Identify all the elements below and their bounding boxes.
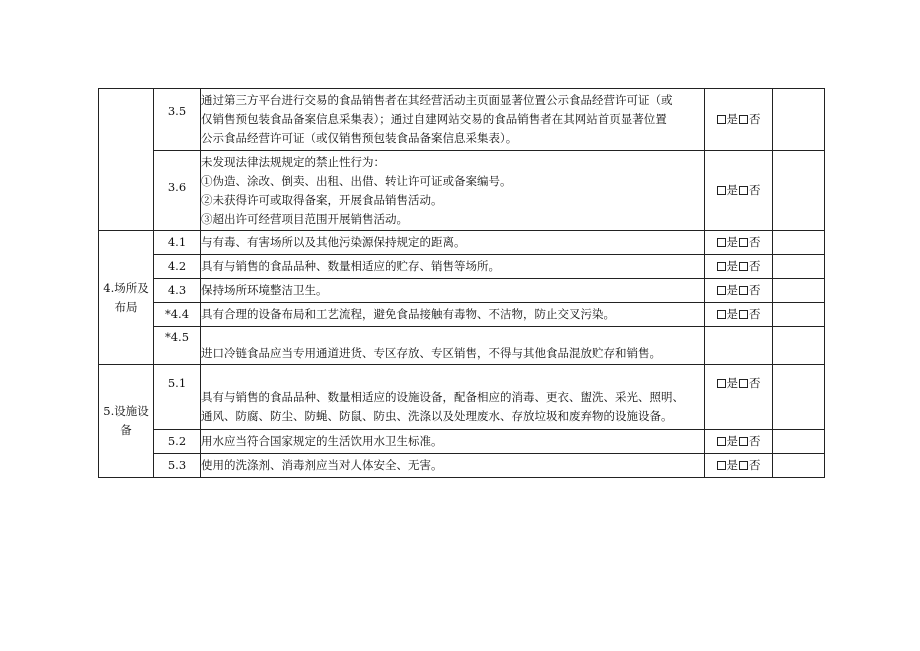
- item-number: 5.2: [154, 430, 201, 454]
- item-requirement: 通过第三方平台进行交易的食品销售者在其经营活动主页面显著位置公示食品经营许可证（或 仅销售预包装食品备案信息采集表）；通过自建网站交易的食品销售者在其网站首页显著位置 公示食品经营许可证（或仅销售预包装食品备案信息采集表）。: [201, 89, 705, 151]
- item-requirement: 具有与销售的食品品种、数量相适应的贮存、销售等场所。: [201, 255, 705, 279]
- checkbox-yes[interactable]: [717, 437, 726, 446]
- table-row-5-2: [99, 430, 825, 454]
- checkbox-no[interactable]: [739, 238, 748, 247]
- remarks-cell: [773, 454, 825, 478]
- remarks-cell: [773, 279, 825, 303]
- checkbox-no[interactable]: [739, 437, 748, 446]
- checkbox-yes[interactable]: [717, 310, 726, 319]
- checkbox-no[interactable]: [739, 461, 748, 470]
- inspection-checklist-table: [98, 88, 825, 478]
- table-row-3-6: [99, 151, 825, 231]
- yes-no-checkbox-group[interactable]: 是 否: [705, 365, 773, 430]
- remarks-cell: [773, 89, 825, 151]
- table-row-4-2: [99, 255, 825, 279]
- yes-no-checkbox-group[interactable]: 是 否: [705, 151, 773, 231]
- item-requirement: 进口冷链食品应当专用通道进货、专区存放、专区销售，不得与其他食品混放贮存和销售。: [201, 327, 705, 365]
- item-requirement: 用水应当符合国家规定的生活饮用水卫生标准。: [201, 430, 705, 454]
- table-row-3-5: [99, 89, 825, 151]
- item-requirement: 未发现法律法规规定的禁止性行为： ①伪造、涂改、倒卖、出租、出借、转让许可证或备案编号。 ②未获得许可或取得备案，开展食品销售活动。 ③超出许可经营项目范围开展销售活动。: [201, 151, 705, 231]
- item-number: 5.3: [154, 454, 201, 478]
- item-number: 4.3: [154, 279, 201, 303]
- item-number: *4.4: [154, 303, 201, 327]
- table-row-5-3: [99, 454, 825, 478]
- remarks-cell: [773, 231, 825, 255]
- checkbox-yes[interactable]: [717, 262, 726, 271]
- item-number: 5.1: [154, 365, 201, 430]
- yes-no-checkbox-group[interactable]: 是 否: [705, 430, 773, 454]
- yes-no-checkbox-group[interactable]: 是 否: [705, 231, 773, 255]
- checkbox-yes[interactable]: [717, 115, 726, 124]
- yes-no-checkbox-group[interactable]: 是 否: [705, 89, 773, 151]
- category-cell-4: 4.场所及 布局: [99, 231, 154, 365]
- item-requirement: 具有与销售的食品品种、数量相适应的设施设备，配备相应的消毒、更衣、盥洗、采光、照明、 通风、防腐、防尘、防蝇、防鼠、防虫、洗涤以及处理废水、存放垃圾和废弃物的设施设备。: [201, 365, 705, 430]
- check-cell-empty: [705, 327, 773, 365]
- checkbox-yes[interactable]: [717, 186, 726, 195]
- checkbox-no[interactable]: [739, 310, 748, 319]
- yes-no-checkbox-group[interactable]: 是 否: [705, 279, 773, 303]
- table-row-4-1: [99, 231, 825, 255]
- item-requirement: 具有合理的设备布局和工艺流程，避免食品接触有毒物、不洁物，防止交叉污染。: [201, 303, 705, 327]
- category-cell-3: [99, 89, 154, 231]
- item-requirement: 使用的洗涤剂、消毒剂应当对人体安全、无害。: [201, 454, 705, 478]
- checkbox-yes[interactable]: [717, 238, 726, 247]
- remarks-cell: [773, 151, 825, 231]
- item-number: 3.5: [154, 89, 201, 151]
- category-cell-5: 5.设施设 备: [99, 365, 154, 478]
- yes-no-checkbox-group[interactable]: 是 否: [705, 255, 773, 279]
- item-requirement: 与有毒、有害场所以及其他污染源保持规定的距离。: [201, 231, 705, 255]
- checkbox-no[interactable]: [739, 262, 748, 271]
- remarks-cell: [773, 303, 825, 327]
- item-number: *4.5: [154, 327, 201, 365]
- item-requirement: 保持场所环境整洁卫生。: [201, 279, 705, 303]
- yes-no-checkbox-group[interactable]: 是 否: [705, 303, 773, 327]
- remarks-cell: [773, 365, 825, 430]
- table-row-5-1: [99, 365, 825, 430]
- checkbox-yes[interactable]: [717, 461, 726, 470]
- table-row-4-5: [99, 327, 825, 365]
- checkbox-no[interactable]: [739, 379, 748, 388]
- yes-no-checkbox-group[interactable]: 是 否: [705, 454, 773, 478]
- checkbox-yes[interactable]: [717, 379, 726, 388]
- remarks-cell: [773, 327, 825, 365]
- checkbox-yes[interactable]: [717, 286, 726, 295]
- checkbox-no[interactable]: [739, 115, 748, 124]
- remarks-cell: [773, 430, 825, 454]
- table-row-4-3: [99, 279, 825, 303]
- checkbox-no[interactable]: [739, 186, 748, 195]
- item-number: 3.6: [154, 151, 201, 231]
- item-number: 4.2: [154, 255, 201, 279]
- item-number: 4.1: [154, 231, 201, 255]
- checkbox-no[interactable]: [739, 286, 748, 295]
- table-row-4-4: [99, 303, 825, 327]
- remarks-cell: [773, 255, 825, 279]
